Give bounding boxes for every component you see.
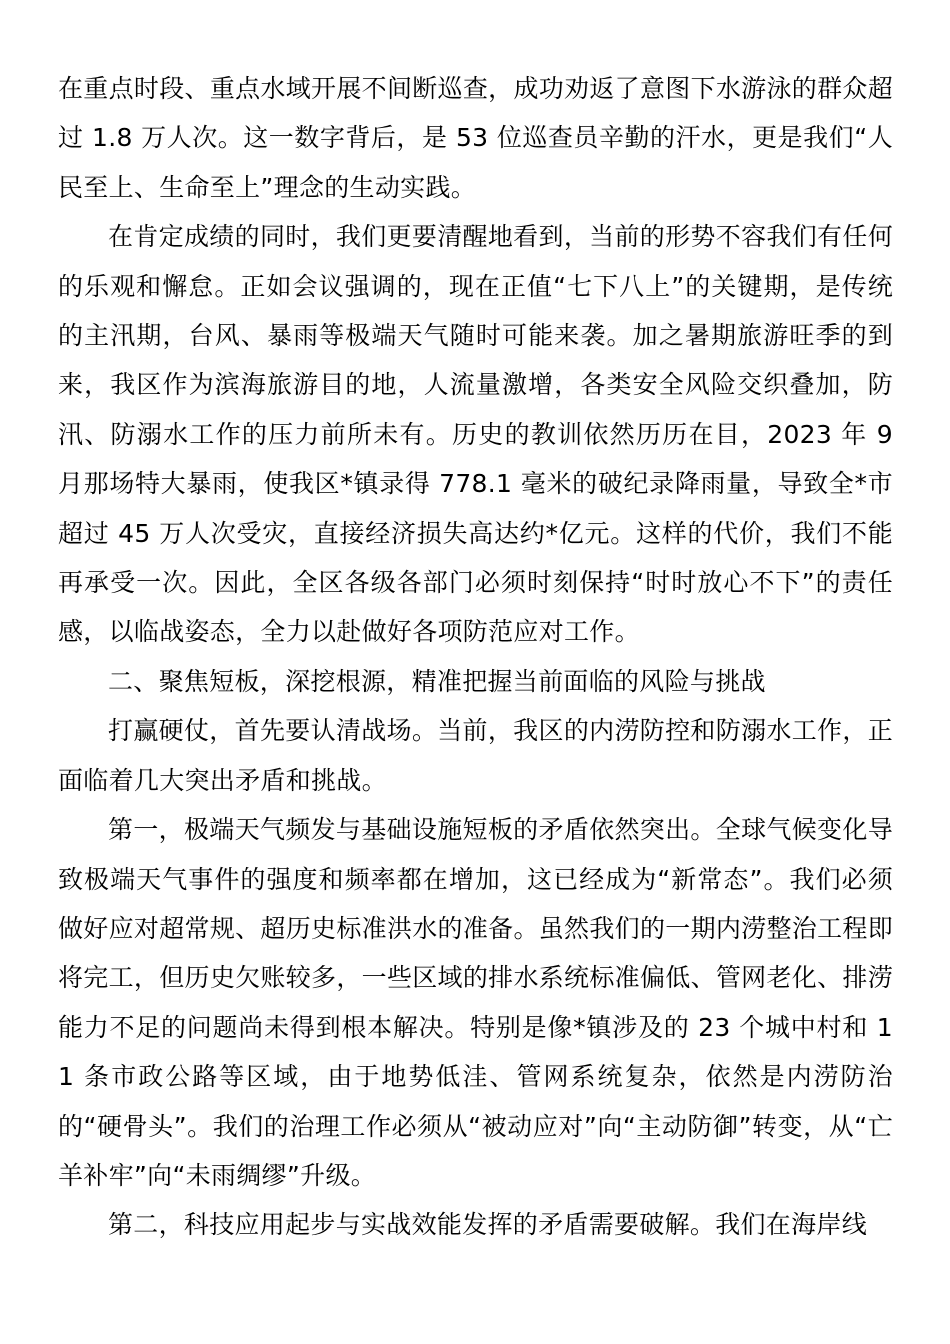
document-page [58,64,893,1250]
paragraph-patrol-results: 在重点时段、重点水域开展不间断巡查，成功劝返了意图下水游泳的群众超过 1.8 万人次。这一数字背后，是 53 位巡查员辛勤的汗水，更是我们“人民至上、生命至上”理念的生动实践。 [58,74,893,202]
section-heading-2: 二、聚焦短板，深挖根源，精准把握当前面临的风险与挑战 [108,666,766,696]
paragraph-current-situation: 在肯定成绩的同时，我们更要清醒地看到，当前的形势不容我们有任何的乐观和懈怠。正如会议强调的，现在正值“七下八上”的关键期，是传统的主汛期，台风、暴雨等极端天气随时可能来袭。加之暑期旅游旺季的到来，我区作为滨海旅游目的地，人流量激增，各类安全风险交织叠加，防汛、防溺水工作的压力前所未有。历史的教训依然历历在目，2023 年 9 月那场特大暴雨，使我区*镇录得 778.1 毫米的破纪录降雨量，导致全*市超过 45 万人次受灾，直接经济损失高达约*亿元。这样的代价，我们不能再承受一次。因此，全区各级各部门必须时刻保持“时时放心不下”的责任感，以临战姿态，全力以赴做好各项防范应对工作。 [58,222,893,647]
paragraph-second-challenge: 第二，科技应用起步与实战效能发挥的矛盾需要破解。我们在海岸线 [108,1210,868,1240]
paragraph-first-challenge: 第一，极端天气频发与基础设施短板的矛盾依然突出。全球气候变化导致极端天气事件的强度和频率都在增加，这已经成为“新常态”。我们必须做好应对超常规、超历史标准洪水的准备。虽然我们的一期内涝整治工程即将完工，但历史欠账较多，一些区域的排水系统标准偏低、管网老化、排涝能力不足的问题尚未得到根本解决。特别是像*镇涉及的 23 个城中村和 11 条市政公路等区域，由于地势低洼、管网系统复杂，依然是内涝防治的“硬骨头”。我们的治理工作必须从“被动应对”向“主动防御”转变，从“亡羊补牢”向“未雨绸缪”升级。 [58,815,893,1190]
paragraph-battlefield: 打赢硬仗，首先要认清战场。当前，我区的内涝防控和防溺水工作，正面临着几大突出矛盾和挑战。 [58,716,893,795]
